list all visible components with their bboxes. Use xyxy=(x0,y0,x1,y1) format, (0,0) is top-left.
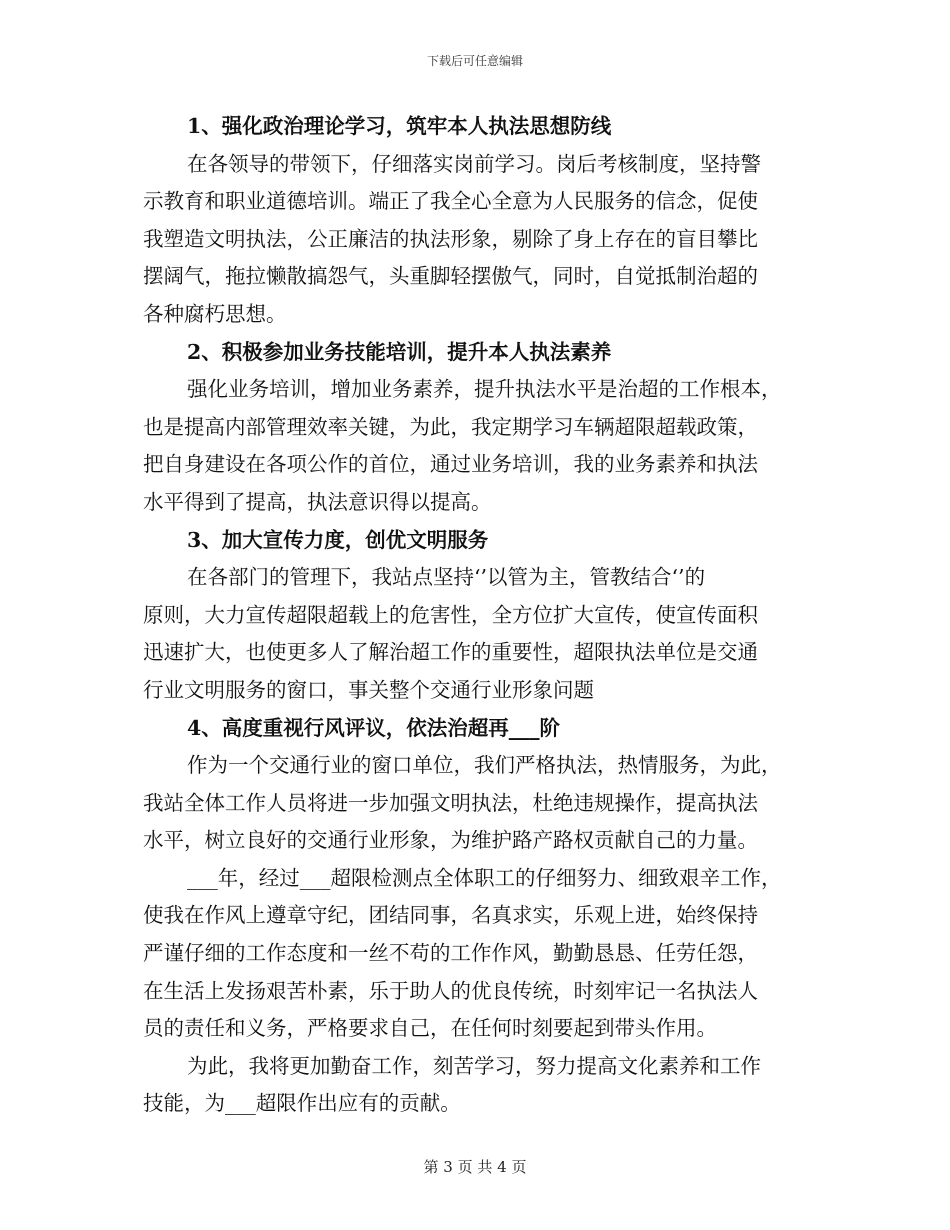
paragraph-line: 示教育和职业道德培训。端正了我全心全意为人民服务的信念，促使 xyxy=(143,189,758,214)
paragraph-line: ___年，经过___超限检测点全体职工的仔细努力、细致艰辛工作， xyxy=(187,865,782,890)
paragraph-line: 原则，大力宣传超限超载上的危害性，全方位扩大宣传，使宣传面积 xyxy=(143,602,758,627)
paragraph-line: 作为一个交通行业的窗口单位，我们严格执法，热情服务，为此， xyxy=(187,753,782,778)
document-body xyxy=(143,108,803,1123)
paragraph-line: 各种腐朽思想。 xyxy=(143,301,287,326)
paragraph-line: 在生活上发扬艰苦朴素，乐于助人的优良传统，时刻牢记一名执法人 xyxy=(143,978,758,1003)
paragraph-line: 我站全体工作人员将进一步加强文明执法，杜绝违规操作，提高执法 xyxy=(143,790,758,815)
paragraph-line: 水平，树立良好的交通行业形象，为维护路产路权贡献自己的力量。 xyxy=(143,828,758,853)
page-header-note: 下载后可任意编辑 xyxy=(426,54,523,68)
paragraph-line: 迅速扩大，也使更多人了解治超工作的重要性，超限执法单位是交通 xyxy=(143,640,758,665)
paragraph-line: 技能，为___超限作出应有的贡献。 xyxy=(143,1091,461,1116)
paragraph-line: 严谨仔细的工作态度和一丝不苟的工作作风，勤勤恳恳、任劳任怨， xyxy=(143,941,758,966)
paragraph-line: 把自身建设在各项公作的首位，通过业务培训，我的业务素养和执法 xyxy=(143,452,758,477)
paragraph-line: 使我在作风上遵章守纪，团结同事，名真求实，乐观上进，始终保持 xyxy=(143,903,758,928)
paragraph-line: 摆阔气，拖拉懒散搞怨气，头重脚轻摆傲气，同时，自觉抵制治超的 xyxy=(143,264,758,289)
paragraph-line: 行业文明服务的窗口，事关整个交通行业形象问题 xyxy=(143,677,594,702)
section-heading: 2、积极参加业务技能培训，提升本人执法素养 xyxy=(187,339,612,364)
section-heading: 3、加大宣传力度，创优文明服务 xyxy=(187,527,489,552)
paragraph-line: 在各部门的管理下，我站点坚持‘’以管为主，管教结合‘’的 xyxy=(187,565,706,590)
section-heading: 1、强化政治理论学习，筑牢本人执法思想防线 xyxy=(187,114,612,138)
paragraph-line: 为此，我将更加勤奋工作，刻苦学习，努力提高文化素养和工作 xyxy=(187,1053,761,1078)
paragraph-line: 也是提高内部管理效率关键，为此，我定期学习车辆超限超载政策， xyxy=(143,414,758,439)
section-heading: 4、高度重视行风评议，依法治超再___阶 xyxy=(187,715,561,740)
paragraph-line: 水平得到了提高，执法意识得以提高。 xyxy=(143,489,492,514)
paragraph-line: 强化业务培训，增加业务素养，提升执法水平是治超的工作根本， xyxy=(187,377,782,402)
page-number-footer: 第 3 页 共 4 页 xyxy=(423,1158,527,1176)
paragraph-line: 员的责任和义务，严格要求自己，在任何时刻要起到带头作用。 xyxy=(143,1016,717,1041)
paragraph-line: 我塑造文明执法，公正廉洁的执法形象，剔除了身上存在的盲目攀比 xyxy=(143,226,758,251)
paragraph-line: 在各领导的带领下，仔细落实岗前学习。岗后考核制度，坚持警 xyxy=(187,151,761,176)
